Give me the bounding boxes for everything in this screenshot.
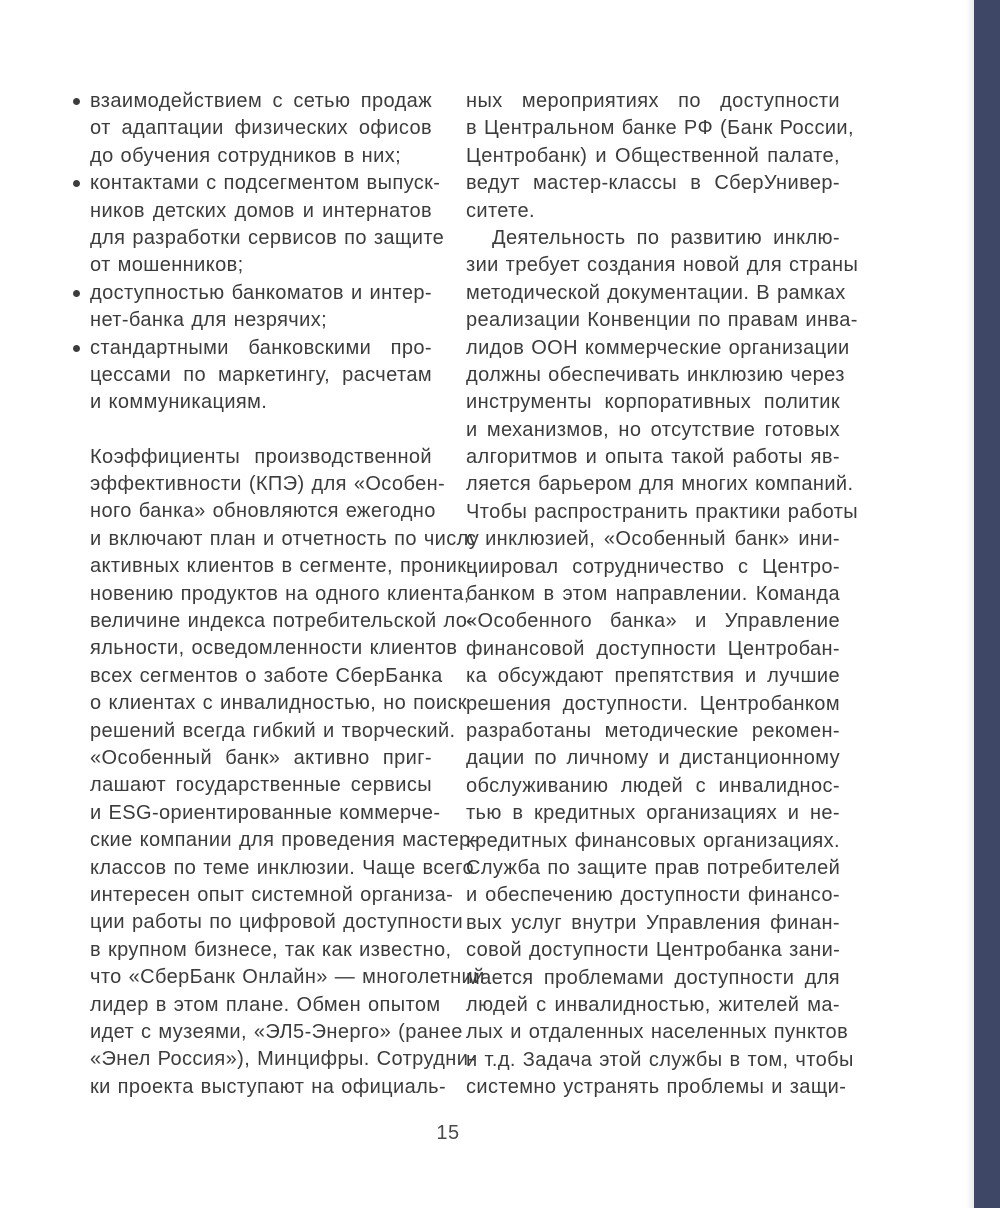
text-line: цессами по маркетингу, расчетам — [90, 363, 432, 386]
left-text-column — [90, 88, 485, 1101]
text-line: банком в этом направлении. Команда — [466, 583, 840, 606]
text-line: классов по теме инклюзии. Чаще всего — [90, 856, 475, 879]
text-line: финансовой доступности Центробан- — [466, 637, 840, 660]
page-number: 15 — [436, 1122, 460, 1144]
text-line: и т.д. Задача этой службы в том, чтобы — [466, 1048, 854, 1071]
text-line: стандартными банковскими про- — [90, 336, 432, 359]
text-line: в крупном бизнесе, так как известно, — [90, 938, 452, 961]
text-line: от адаптации физических офисов — [90, 117, 432, 140]
text-line: о клиентах с инвалидностью, но поиск — [90, 692, 467, 715]
text-line: ведут мастер-классы в СберУнивер- — [466, 172, 840, 195]
text-line: реализации Конвенции по правам инва- — [466, 309, 858, 332]
text-line: и обеспечению доступности финансо- — [466, 884, 840, 907]
text-line: алгоритмов и опыта такой работы яв- — [466, 446, 840, 469]
text-line: методической документации. В рамках — [466, 281, 846, 304]
book-spine-edge — [974, 0, 1000, 1208]
text-line: лашают государственные сервисы — [90, 774, 432, 797]
text-line: эффективности (КПЭ) для «Особен- — [90, 473, 446, 496]
text-line: ного банка» обновляются ежегодно — [90, 500, 436, 523]
bullet-item — [90, 88, 432, 170]
section-spacer — [90, 417, 432, 444]
text-line: и механизмов, но отсутствие готовых — [466, 418, 840, 441]
text-line: и включают план и отчетность по числу — [90, 527, 480, 550]
text-line: людей с инвалидностью, жителей ма- — [466, 993, 840, 1016]
bullet-item — [90, 170, 445, 280]
bullet-dot-icon — [73, 180, 80, 187]
text-line: доступностью банкоматов и интер- — [90, 281, 432, 304]
text-line: и коммуникациям. — [90, 391, 268, 414]
text-line: от мошенников; — [90, 254, 244, 277]
text-line: ции работы по цифровой доступности — [90, 911, 464, 934]
text-line: нет-банка для незрячих; — [90, 309, 328, 332]
text-line: дации по личному и дистанционному — [466, 747, 840, 770]
text-line: взаимодействием с сетью продаж — [90, 90, 432, 112]
right-text-column — [466, 88, 859, 1101]
text-line: Служба по защите прав потребителей — [466, 856, 841, 879]
text-line: решения доступности. Центробанком — [466, 692, 840, 715]
text-line: совой доступности Центробанка зани- — [466, 939, 841, 962]
text-line: «Особенный банк» активно приг- — [90, 746, 432, 769]
text-line: для разработки сервисов по защите — [90, 226, 445, 249]
text-line: ляется барьером для многих компаний. — [466, 473, 854, 496]
bullet-item — [90, 280, 432, 335]
text-line: ские компании для проведения мастер- — [90, 829, 478, 852]
text-line: разработаны методические рекомен- — [466, 719, 840, 742]
text-line: «Энел Россия»), Минцифры. Сотрудни- — [90, 1048, 476, 1071]
text-line: Центробанк) и Общественной палате, — [466, 144, 840, 167]
text-line: всех сегментов о заботе СберБанка — [90, 664, 443, 687]
text-line: Деятельность по развитию инклю- — [492, 226, 840, 249]
text-line: и ESG-ориентированные коммерче- — [90, 801, 441, 824]
paragraph — [90, 745, 485, 1101]
text-line: контактами с подсегментом выпуск- — [90, 172, 441, 195]
text-line: активных клиентов в сегменте, проник- — [90, 555, 474, 578]
text-line: «Особенного банка» и Управление — [466, 610, 840, 633]
text-line: системно устранять проблемы и защи- — [466, 1076, 847, 1099]
text-line: идет с музеями, «ЭЛ5-Энерго» (ранее — [90, 1020, 463, 1043]
text-line: ка обсуждают препятствия и лучшие — [466, 665, 840, 688]
text-line: ки проекта выступают на официаль- — [90, 1075, 447, 1098]
text-line: инструменты корпоративных политик — [466, 391, 840, 414]
text-line: лидов ООН коммерческие организации — [466, 336, 850, 359]
bullet-item — [90, 335, 432, 417]
text-line: обслуживанию людей с инвалиднос- — [466, 774, 840, 797]
text-line: тью в кредитных организациях и не- — [466, 802, 840, 825]
text-line: ситете. — [466, 199, 535, 222]
text-line: мается проблемами доступности для — [466, 966, 840, 989]
bullet-dot-icon — [73, 98, 80, 105]
text-line: с инклюзией, «Особенный банк» ини- — [466, 528, 840, 551]
text-line: зии требует создания новой для страны — [466, 254, 859, 277]
text-line: до обучения сотрудников в них; — [90, 144, 402, 167]
text-line: кредитных финансовых организациях. — [466, 829, 840, 852]
page-spine-shadow — [966, 0, 974, 1208]
text-line: должны обеспечивать инклюзию через — [466, 363, 845, 386]
text-line: ников детских домов и интернатов — [90, 199, 432, 222]
bullet-dot-icon — [73, 290, 80, 297]
text-line: ных мероприятиях по доступности — [466, 90, 840, 112]
text-line: Коэффициенты производственной — [90, 445, 432, 468]
text-line: циировал сотрудничество с Центро- — [466, 555, 840, 578]
bullet-dot-icon — [73, 345, 80, 352]
text-line: интересен опыт системной организа- — [90, 883, 454, 906]
paragraph — [466, 225, 859, 1102]
text-line: новению продуктов на одного клиента, — [90, 582, 470, 605]
text-line: яльности, осведомленности клиентов — [90, 637, 458, 660]
paragraph — [90, 444, 480, 745]
paragraph — [466, 88, 854, 225]
text-line: что «СберБанк Онлайн» — многолетний — [90, 966, 485, 989]
text-line: решений всегда гибкий и творческий. — [90, 719, 456, 742]
text-line: Чтобы распространить практики работы — [466, 500, 859, 523]
text-line: вых услуг внутри Управления финан- — [466, 911, 840, 934]
text-line: лых и отдаленных населенных пунктов — [466, 1021, 849, 1044]
text-line: лидер в этом плане. Обмен опытом — [90, 993, 441, 1016]
text-line: в Центральном банке РФ (Банк России, — [466, 117, 854, 140]
text-line: величине индекса потребительской ло- — [90, 610, 475, 633]
